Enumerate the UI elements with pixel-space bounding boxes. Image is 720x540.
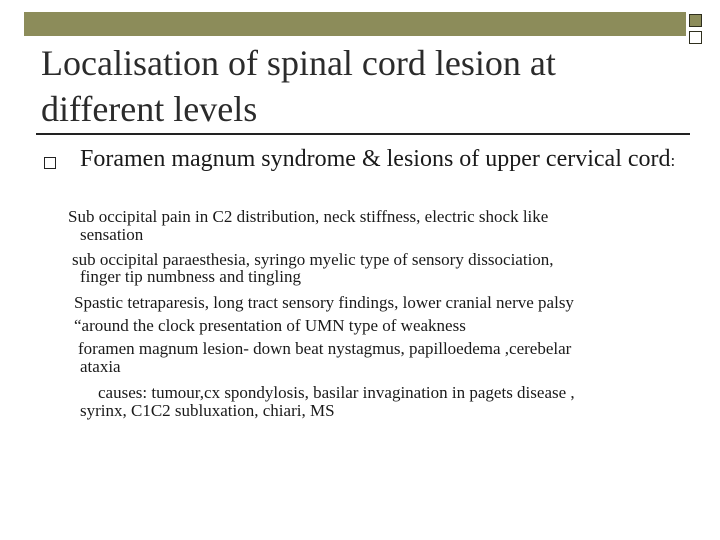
corner-square-filled bbox=[689, 14, 702, 27]
corner-square-outline bbox=[689, 31, 702, 44]
detail-line-5: Spastic tetraparesis, long tract sensory findings, lower cranial nerve palsy bbox=[74, 293, 574, 312]
bullet-heading bbox=[80, 147, 680, 173]
square-bullet-icon bbox=[44, 157, 56, 169]
detail-line-9: causes: tumour,cx spondylosis, basilar invagination in pagets disease , bbox=[98, 383, 575, 402]
detail-line-2: sensation bbox=[80, 225, 144, 244]
detail-line-7: foramen magnum lesion- down beat nystagmus, papilloedema ,cerebelar bbox=[78, 339, 572, 358]
bullet-heading-colon: : bbox=[670, 151, 676, 170]
slide-title: Localisation of spinal cord lesion at different levels bbox=[41, 43, 556, 129]
bullet-heading-text: Foramen magnum syndrome & lesions of upper cervical cord bbox=[80, 146, 671, 172]
detail-line-10: syrinx, C1C2 subluxation, chiari, MS bbox=[80, 401, 335, 420]
detail-line-6: “around the clock presentation of UMN type of weakness bbox=[74, 316, 466, 335]
header-band bbox=[24, 12, 686, 36]
title-divider bbox=[36, 133, 690, 135]
detail-line-4: finger tip numbness and tingling bbox=[80, 267, 301, 286]
detail-line-1: Sub occipital pain in C2 distribution, neck stiffness, electric shock like bbox=[68, 207, 549, 226]
detail-line-3: sub occipital paraesthesia, syringo myelic type of sensory dissociation, bbox=[72, 250, 554, 269]
detail-line-8: ataxia bbox=[80, 357, 121, 376]
